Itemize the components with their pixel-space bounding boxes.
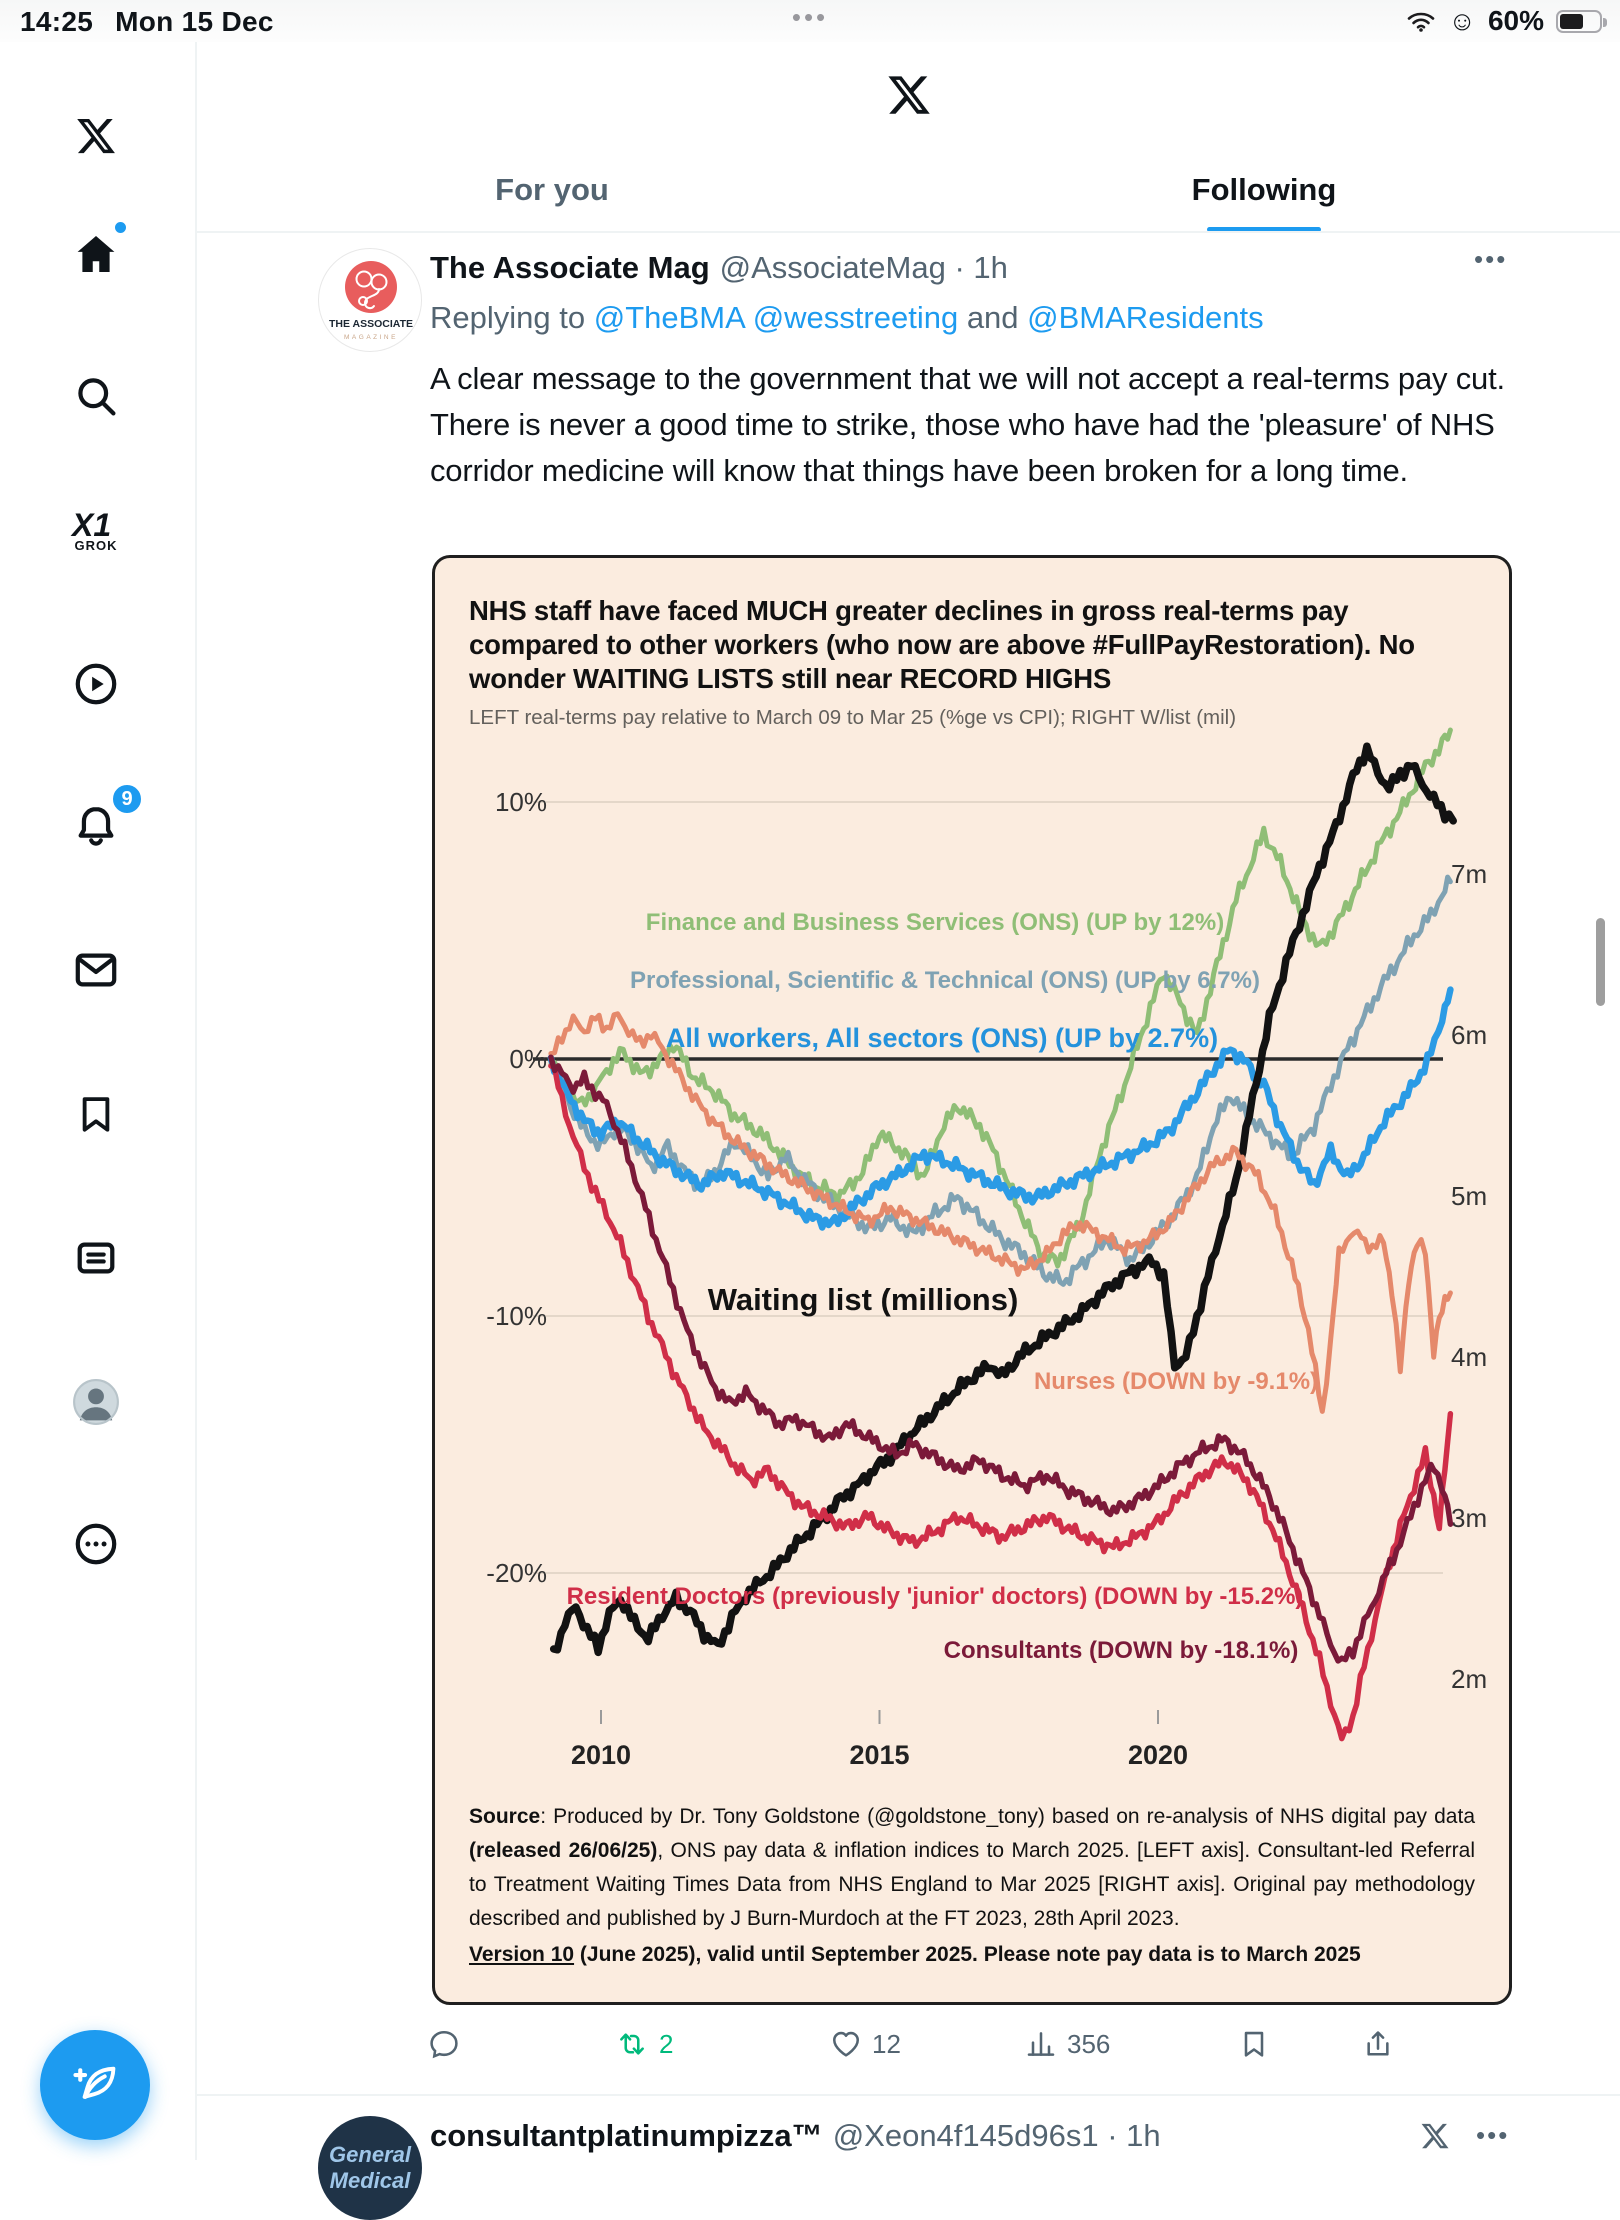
avatar-consultantplatinumpizza[interactable]: General Medical [318, 2116, 422, 2220]
heart-icon [830, 2028, 862, 2060]
mention-wesstreeting[interactable]: @wesstreeting [752, 300, 959, 335]
tweet2-actions [1420, 2120, 1509, 2151]
avatar-the-associate-mag[interactable] [318, 248, 422, 352]
analytics-icon [1025, 2028, 1057, 2060]
right-axis-tick: 4m [1451, 1342, 1488, 1372]
associate-mag-logo [319, 249, 423, 353]
svg-text:THE ASSOCIATE: THE ASSOCIATE [328, 318, 414, 330]
notification-badge: 9 [110, 782, 144, 816]
sidebar-item-notifications[interactable] [60, 787, 133, 862]
reply-icon [428, 2028, 460, 2060]
play-circle-icon [73, 661, 119, 707]
left-axis-tick: 10% [494, 787, 547, 817]
series-label-finance: Finance and Business Services (ONS) (UP by 12%) [645, 909, 1225, 936]
sidebar-item-bookmarks[interactable] [60, 1078, 132, 1150]
right-axis-tick: 6m [1451, 1020, 1488, 1050]
tweet1-more-button[interactable]: ••• [1474, 244, 1508, 274]
left-axis-tick: -20% [486, 1558, 547, 1588]
battery-icon [1556, 10, 1602, 33]
header-divider [196, 231, 1620, 233]
sidebar-divider [195, 42, 197, 2160]
reply-button[interactable] [428, 2028, 460, 2060]
left-axis-tick: -10% [486, 1301, 547, 1331]
sidebar-item-grok[interactable] [60, 494, 132, 566]
grok-summary-icon[interactable] [1420, 2121, 1450, 2151]
envelope-icon [73, 947, 119, 993]
series-label-professional: Professional, Scientific & Technical (ONS) (UP by 6.7%) [630, 967, 1260, 994]
svg-text:X1: X1 [72, 506, 112, 543]
views-count: 356 [1067, 2028, 1111, 2059]
sidebar-item-x-logo[interactable] [60, 100, 132, 172]
home-icon [73, 231, 119, 277]
compose-tweet-button[interactable] [40, 2030, 150, 2140]
chart-subtitle: LEFT real-terms pay relative to March 09 to Mar 25 (%ge vs CPI); RIGHT W/list (mil) [469, 706, 1237, 729]
retweet-count: 2 [659, 2028, 674, 2059]
chart-image[interactable] [432, 555, 1512, 2005]
right-axis-tick: 7m [1451, 859, 1488, 889]
lists-icon [73, 1235, 119, 1281]
x-axis-tick: 2015 [849, 1740, 910, 1770]
left-axis-tick: 0% [509, 1044, 547, 1074]
status-bar [0, 0, 1620, 42]
grok-label: GROK [74, 537, 118, 553]
tweet1-meta[interactable]: @AssociateMag · 1h [719, 250, 1008, 285]
right-axis-tick: 2m [1451, 1664, 1488, 1694]
retweet-icon [615, 2028, 649, 2060]
bookmark-icon [1238, 2028, 1270, 2060]
views-button[interactable] [1025, 2028, 1110, 2060]
series-label-consultants: Consultants (DOWN by -18.1%) [943, 1637, 1299, 1664]
series-waiting-list [554, 746, 1453, 1652]
chart-source-note: Source: Produced by Dr. Tony Goldstone (@goldstone_tony) based on re-analysis of NHS digital pay data (released 26/06/25), ONS pay data & inflation indices to March 2025. [LEFT axis]. Consultant-led Referral to Treatment Waiting Times Data from NHS England to Mar 2025 [RIGHT axis]. Original pay methodology described and published by J Burn-Murdoch at the FT 2023, 28th April 2023. Version 10 (June 2025), valid until September 2025. Please note pay data is to March 2025 [469, 1805, 1476, 1966]
search-icon [74, 374, 118, 418]
sidebar-item-messages[interactable] [60, 934, 132, 1006]
tweet2-meta[interactable]: @Xeon4f145d96s1 · 1h [832, 2118, 1161, 2153]
tweet1-body-text: A clear message to the government that we will not accept a real-terms pay cut. There is never a good time to strike, those who have had the 'pleasure' of NHS corridor medicine will know that things have been broken for a long time. [430, 361, 1505, 488]
mention-bmaresidents[interactable]: @BMAResidents [1027, 300, 1264, 335]
retweet-button[interactable] [615, 2028, 673, 2060]
series-label-resident-doctors: Resident Doctors (previously 'junior' doctors) (DOWN by -15.2%) [566, 1583, 1304, 1610]
home-unread-dot [113, 220, 128, 235]
sidebar-item-lists[interactable] [60, 1222, 132, 1294]
x-axis-tick: 2020 [1127, 1740, 1189, 1770]
x-logo-icon [75, 115, 117, 157]
date: Mon 15 Dec [115, 6, 274, 37]
series-label-all-workers: All workers, All sectors (ONS) (UP by 2.7%) [665, 1023, 1219, 1053]
tweet2-name-row [430, 2118, 1161, 2154]
clock: 14:25 [20, 6, 94, 37]
sidebar-item-home[interactable] [60, 218, 132, 290]
tab-following[interactable]: Following [908, 148, 1620, 232]
tweet1-name-row [430, 250, 1008, 286]
bookmark-icon [75, 1093, 117, 1135]
series-label-nurses: Nurses (DOWN by -9.1%) [1033, 1368, 1319, 1395]
nhs-pay-chart [435, 558, 1515, 2008]
multitask-dots[interactable]: ••• [791, 2, 829, 32]
mention-thebma[interactable]: @TheBMA [593, 300, 745, 335]
bell-icon [73, 803, 119, 849]
svg-text:MAGAZINE: MAGAZINE [344, 334, 398, 341]
compose-feather-icon [69, 2059, 121, 2111]
like-count: 12 [872, 2028, 901, 2059]
more-circle-icon [73, 1521, 119, 1567]
x-axis-tick: 2010 [570, 1740, 632, 1770]
tab-for-you[interactable]: For you [495, 172, 609, 207]
tweet-divider [196, 2094, 1620, 2096]
header-x-logo[interactable] [886, 72, 932, 123]
share-button[interactable] [1362, 2028, 1394, 2060]
grok-icon [70, 508, 122, 542]
timeline-tabs [196, 148, 1620, 232]
like-button[interactable] [830, 2028, 901, 2060]
tweet1-author[interactable]: The Associate Mag [430, 250, 710, 285]
sidebar-item-profile[interactable] [60, 1366, 132, 1438]
right-axis-tick: 3m [1451, 1503, 1488, 1533]
scrollbar-thumb[interactable] [1596, 918, 1605, 1006]
series-nurses [551, 1014, 1451, 1412]
share-icon [1362, 2028, 1394, 2060]
battery-percent: 60% [1487, 5, 1544, 36]
chart-title: NHS staff have faced MUCH greater declines in gross real-terms pay compared to other workers (who now are above #FullPayRestoration). No wonder WAITING LISTS still near RECORD HIGHS [469, 595, 1415, 695]
sidebar-item-video[interactable] [60, 648, 132, 720]
wifi-icon [1406, 9, 1436, 33]
tweet2-author[interactable]: consultantplatinumpizza™ [430, 2118, 823, 2153]
focus-smiley-icon: ☺ [1448, 6, 1476, 36]
status-time-date [20, 6, 274, 38]
sidebar-nav [0, 42, 196, 2160]
bookmark-button[interactable] [1238, 2028, 1270, 2060]
sidebar-item-more[interactable] [60, 1508, 132, 1580]
x-logo-icon [886, 72, 932, 118]
profile-avatar-icon [72, 1378, 120, 1426]
tweet1-replying-to: Replying to @TheBMA @wesstreeting and @BMAResidents [430, 300, 1264, 335]
tweet2-more-button[interactable]: ••• [1476, 2120, 1510, 2150]
series-label-waiting-list: Waiting list (millions) [707, 1282, 1019, 1317]
right-axis-tick: 5m [1451, 1181, 1488, 1211]
sidebar-item-search[interactable] [60, 360, 132, 432]
